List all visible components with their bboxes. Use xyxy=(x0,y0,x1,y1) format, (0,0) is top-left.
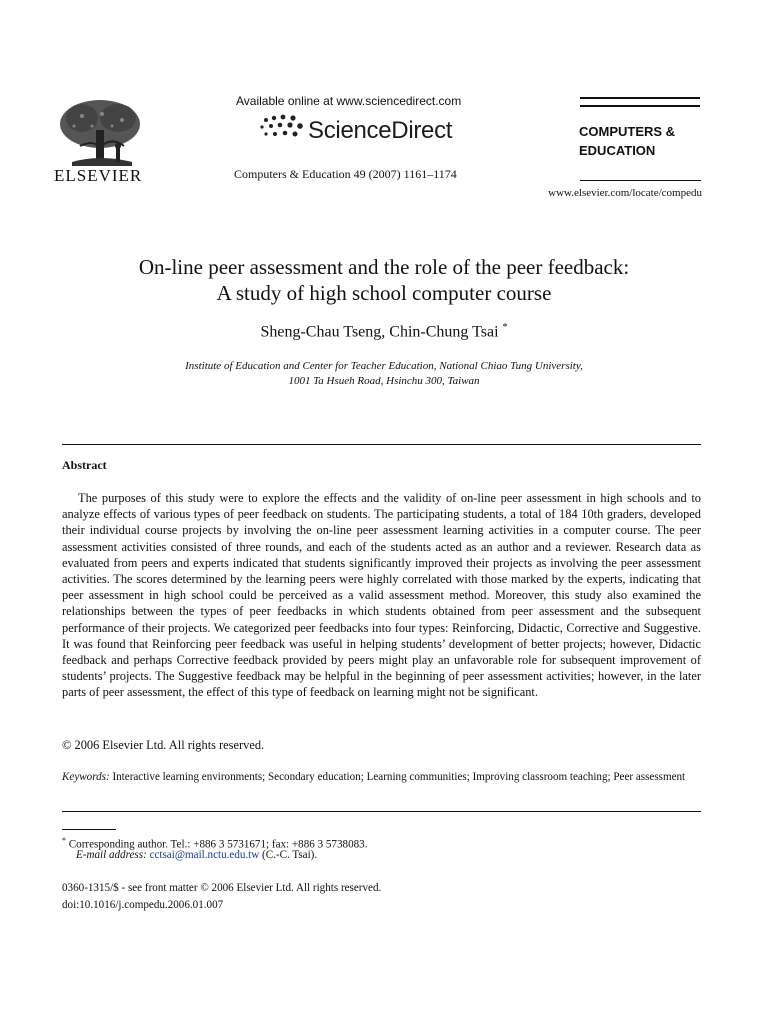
keywords xyxy=(62,769,701,785)
available-online-text: Available online at www.sciencedirect.com xyxy=(236,94,462,108)
abstract-body: The purposes of this study were to explore the effects and the validity of on-line peer assessment in high schools and to analyze effects of various types of peer feedback on students. The participating students, a total of 184 10th graders, developed their individual course projects by involving the on-line peer assessment learning activities in a computer course. The peer assessment activities consisted of three rounds, and each of the students acted as an author and a reviewer. Research data as evaluated from peers and experts indicated that students significantly improved their projects as involving the peer assessment activities. The scores determined by the learning peers were highly correlated with those marked by the experts, indicating that peer assessment in high school could be perceived as a valid assessment method. Moreover, this study also examined the relationships between the types of peer feedbacks in which students obtained from peer assessment and the subsequent performance of their projects. We categorized peer feedbacks into four types: Reinforcing, Didactic, Corrective and Suggestive. It was found that Reinforcing peer feedback was useful in helping students’ development of better projects; however, Didactic feedback and perhaps Corrective feedback provided by peers might play an unfavorable role for subsequent improvement of students’ projects. The Suggestive feedback may be helpful in the beginning of peer assessment activities; however, in the later parts of peer assessment, the effect of this type of feedback on learning might not be significant. xyxy=(62,491,701,700)
author-names: Sheng-Chau Tseng, Chin-Chung Tsai xyxy=(260,323,499,341)
abstract-copyright: © 2006 Elsevier Ltd. All rights reserved. xyxy=(62,738,265,752)
authors xyxy=(40,322,728,341)
journal-name-line1: COMPUTERS & xyxy=(579,124,676,139)
front-matter xyxy=(62,880,381,914)
abstract-rule-bottom xyxy=(62,811,701,812)
footnote-mark: * xyxy=(62,836,66,845)
abstract-rule-top xyxy=(62,444,701,445)
masthead-rule-top xyxy=(580,97,700,99)
affiliation-line1: Institute of Education and Center for Teacher Education, National Chiao Tung University, xyxy=(185,360,583,372)
sciencedirect-logo: ScienceDirect xyxy=(308,117,453,144)
keywords-text: Interactive learning environments; Secondary education; Learning communities; Improving classroom teaching; Peer assessment xyxy=(109,771,686,783)
corresponding-mark[interactable]: * xyxy=(502,322,508,333)
email-footnote xyxy=(76,849,317,861)
affiliation-line2: 1001 Ta Hsueh Road, Hsinchu 300, Taiwan xyxy=(288,375,480,387)
title-line1: On-line peer assessment and the role of the peer feedback: xyxy=(138,255,630,279)
email-suffix: (C.-C. Tsai). xyxy=(259,849,318,861)
footnote-rule xyxy=(62,829,116,830)
sciencedirect-dots-icon xyxy=(258,114,304,140)
journal-citation: Computers & Education 49 (2007) 1161–1174 xyxy=(234,167,457,181)
journal-url[interactable]: www.elsevier.com/locate/compedu xyxy=(548,187,702,199)
keywords-label: Keywords: xyxy=(62,771,110,783)
issn-line: 0360-1315/$ - see front matter © 2006 Elsevier Ltd. All rights reserved. xyxy=(62,882,382,894)
abstract-heading: Abstract xyxy=(62,458,107,472)
publisher-name: ELSEVIER xyxy=(54,166,143,185)
corresponding-text: Corresponding author. Tel.: +886 3 5731671; fax: +886 3 5738083. xyxy=(66,838,368,851)
masthead-rule-url xyxy=(580,180,701,181)
title-line2: A study of high school computer course xyxy=(216,281,552,305)
email-label: E-mail address: xyxy=(76,849,147,861)
affiliation xyxy=(40,359,728,389)
masthead-rule-bottom xyxy=(580,105,700,107)
journal-name-line2: EDUCATION xyxy=(579,143,656,158)
journal-name xyxy=(579,122,675,160)
article-title xyxy=(40,254,728,306)
doi-line[interactable]: doi:10.1016/j.compedu.2006.01.007 xyxy=(62,899,224,911)
email-link[interactable]: cctsai@mail.nctu.edu.tw xyxy=(149,849,260,861)
